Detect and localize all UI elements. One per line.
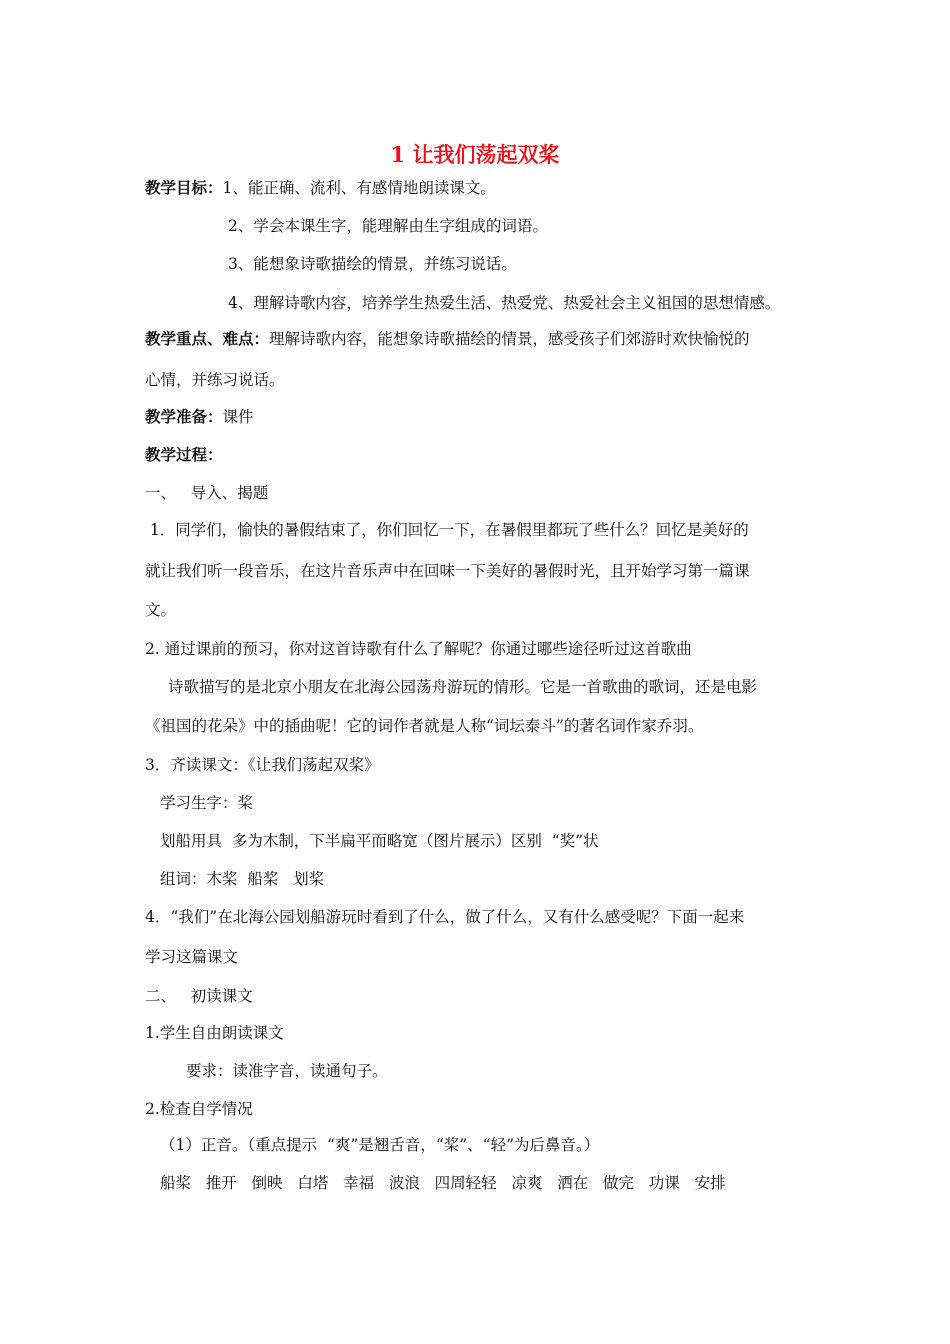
document-title: 1 让我们荡起双桨 [390, 142, 560, 167]
paragraph-line: 4．“我们”在北海公园划船游玩时看到了什么，做了什么，又有什么感受呢？下面一起来 [145, 908, 745, 926]
key-points-line-1 [145, 328, 750, 350]
section-1-heading: 一、 导入、揭题 [145, 484, 269, 502]
paragraph-line: 1．同学们，愉快的暑假结束了，你们回忆一下，在暑假里都玩了些什么？回忆是美好的 [145, 521, 749, 539]
preparation-value: 课件 [222, 408, 254, 426]
key-points-text: 理解诗歌内容，能想象诗歌描绘的情景，感受孩子们郊游时欢快愉悦的 [269, 330, 750, 348]
teaching-goal-item: 4、理解诗歌内容，培养学生热爱生活、热爱党、热爱社会主义祖国的思想情感。 [228, 294, 781, 312]
paragraph-line: 2. 通过课前的预习，你对这首诗歌有什么了解呢？你通过哪些途径听过这首歌曲 [145, 640, 692, 658]
paragraph-line: 文。 [145, 601, 177, 619]
process-label: 教学过程： [145, 445, 223, 464]
paragraph-line: 学习生字：桨 [160, 794, 254, 812]
paragraph-line: 就让我们听一段音乐，在这片音乐声中在回味一下美好的暑假时光，且开始学习第一篇课 [145, 562, 750, 580]
teaching-goal-item: 1、能正确、流利、有感情地朗读课文。 [222, 179, 496, 197]
key-points-text: 心情，并练习说话。 [145, 371, 285, 389]
teaching-goal-item: 3、能想象诗歌描绘的情景，并练习说话。 [228, 255, 517, 273]
teaching-goals-line-1 [145, 177, 496, 199]
preparation-label: 教学准备： [145, 407, 223, 426]
paragraph-line: 《祖国的花朵》中的插曲呢！它的词作者就是人称“词坛泰斗”的著名词作家乔羽。 [145, 717, 704, 735]
teaching-goals-label: 教学目标： [145, 178, 223, 197]
paragraph-line: 2.检查自学情况 [145, 1100, 253, 1118]
key-points-label: 教学重点、难点： [145, 329, 270, 348]
section-2-heading: 二、 初读课文 [145, 987, 253, 1005]
paragraph-line: 3．齐读课文：《让我们荡起双桨》 [145, 756, 380, 774]
paragraph-line: 要求：读准字音，读通句子。 [186, 1062, 388, 1080]
paragraph-line: 1.学生自由朗读课文 [145, 1024, 284, 1042]
paragraph-line: 学习这篇课文 [145, 948, 239, 966]
preparation-line [145, 406, 254, 428]
teaching-goal-item: 2、学会本课生字，能理解由生字组成的词语。 [228, 217, 548, 235]
paragraph-line: 诗歌描写的是北京小朋友在北海公园荡舟游玩的情形。它是一首歌曲的歌词，还是电影 [168, 678, 758, 696]
paragraph-line: 组词：木桨 船桨 划桨 [160, 870, 325, 888]
paragraph-line: 划船用具 多为木制，下半扁平而略宽（图片展示）区别 “奖”状 [160, 832, 599, 850]
paragraph-line: （1）正音。（重点提示 “爽”是翘舌音，“桨”、“轻”为后鼻音。） [160, 1136, 600, 1154]
vocabulary-list: 船桨 推开 倒映 白塔 幸福 波浪 四周轻轻 凉爽 洒在 做完 功课 安排 [160, 1174, 726, 1192]
